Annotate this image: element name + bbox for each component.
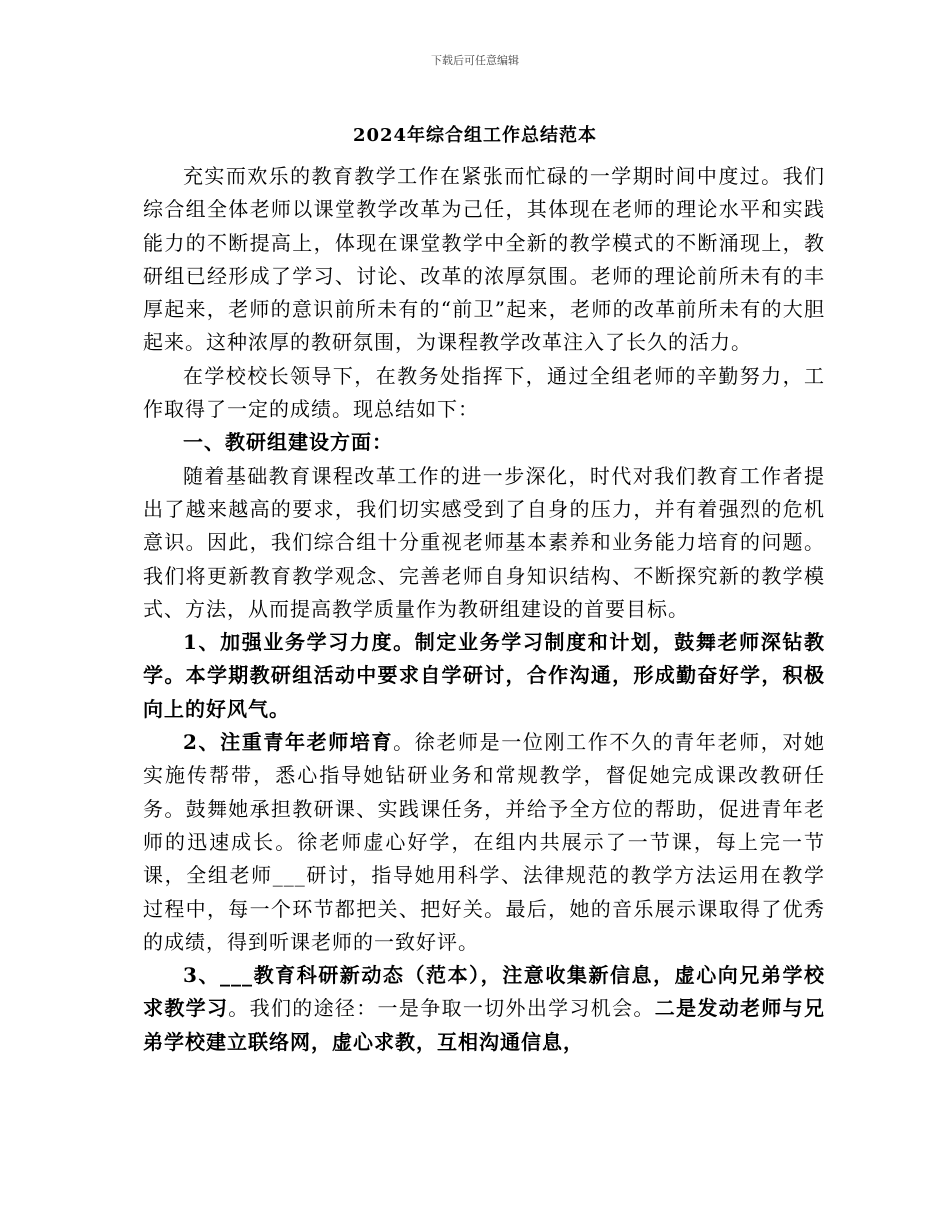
item-3-emphasis: 二是发动老师与兄弟学校建立联络网，虚心求教，互相沟通信息， (143, 996, 826, 1054)
item-3-body: 。我们的途径：一是争取一切外出学习机会。 (228, 996, 655, 1021)
document-title: 2024年综合组工作总结范本 (352, 125, 598, 146)
page-header: 下载后可任意编辑 (431, 54, 519, 67)
item-2-heading: 2、注重青年老师培育 (183, 730, 394, 755)
document-body (143, 160, 825, 1059)
item-1: 1、加强业务学习力度。制定业务学习制度和计划，鼓舞老师深钻教学。本学期教研组活动中要求自学研讨，合作沟通，形成勤奋好学，积极向上的好风气。 (143, 630, 825, 721)
item-2 (143, 726, 825, 959)
item-3 (143, 959, 825, 1059)
item-2-body: 。徐老师是一位刚工作不久的青年老师，对她实施传帮带，悉心指导她钻研业务和常规教学，督促她完成课改教研任务。鼓舞她承担教研课、实践课任务，并给予全方位的帮助，促进青年老师的迅速成长。徐老师虚心好学，在组内共展示了一节课，每上完一节课，全组老师___研讨，指导她用科学、法律规范的教学方法运用在教学过程中，每一个环节都把关、把好关。最后，她的音乐展示课取得了优秀的成绩，得到听课老师的一致好评。 (143, 730, 826, 954)
item-3-heading: 3、___教育科研新动态（范本），注意收集新信息，虚心向兄弟学校求教学习 (143, 963, 825, 1021)
paragraph-intro: 充实而欢乐的教育教学工作在紧张而忙碌的一学期时间中度过。我们综合组全体老师以课堂教学改革为己任，其体现在老师的理论水平和实践能力的不断提高上，体现在课堂教学中全新的教学模式的不断涌现上，教研组已经形成了学习、讨论、改革的浓厚氛围。老师的理论前所未有的丰厚起来，老师的意识前所未有的“前卫”起来，老师的改革前所未有的大胆起来。这种浓厚的教研氛围，为课程教学改革注入了长久的活力。 (143, 164, 825, 355)
paragraph-section-1: 随着基础教育课程改革工作的进一步深化，时代对我们教育工作者提出了越来越高的要求，我们切实感受到了自身的压力，并有着强烈的危机意识。因此，我们综合组十分重视老师基本素养和业务能力培育的问题。我们将更新教育教学观念、完善老师自身知识结构、不断探究新的教学模式、方法，从而提高教学质量作为教研组建设的首要目标。 (143, 463, 825, 621)
paragraph-summary-lead: 在学校校长领导下，在教务处指挥下，通过全组老师的辛勤努力，工作取得了一定的成绩。现总结如下： (143, 363, 825, 422)
section-heading-1: 一、教研组建设方面： (183, 430, 393, 455)
